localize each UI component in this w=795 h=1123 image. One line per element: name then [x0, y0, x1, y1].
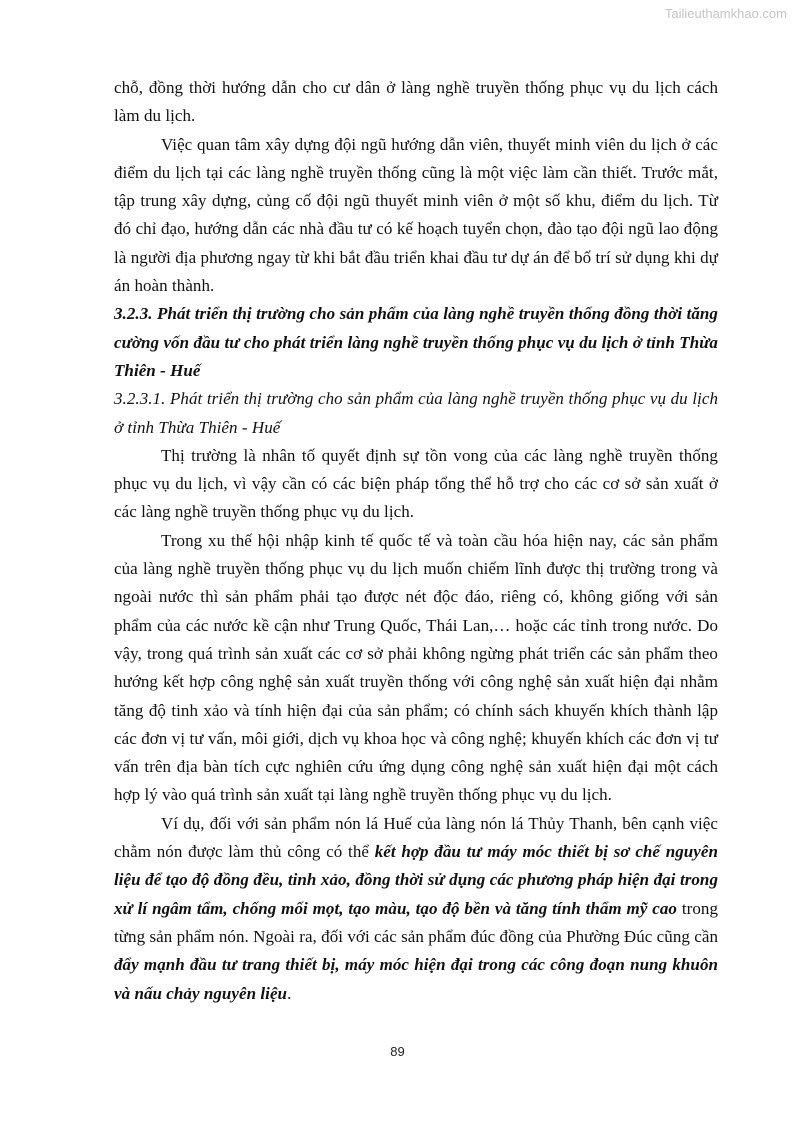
watermark: Tailieuthamkhao.com	[664, 6, 787, 21]
paragraph-continuation: chỗ, đồng thời hướng dẫn cho cư dân ở làng nghề truyền thống phục vụ du lịch cách làm du lịch.	[114, 78, 718, 126]
page-body	[114, 74, 718, 1008]
example-emphasis-1: kết hợp đầu tư máy móc thiết bị sơ chế nguyên liệu để tạo độ đồng đều, tinh xảo, đồng thời sử dụng các phương pháp hiện đại trong xử lí ngâm tẩm, chống mối mọt, tạo màu, tạo độ bền và tăng tính thẩm mỹ cao	[114, 842, 718, 918]
section-heading-3-2-3: 3.2.3. Phát triển thị trường cho sản phẩm của làng nghề truyền thống đồng thời tăng cường vốn đầu tư cho phát triển làng nghề truyền thống phục vụ du lịch ở tỉnh Thừa Thiên - Huế	[114, 304, 718, 380]
example-emphasis-2: đẩy mạnh đầu tư trang thiết bị, máy móc hiện đại trong các công đoạn nung khuôn và nấu chảy nguyên liệu	[114, 955, 718, 1003]
paragraph-integration: Trong xu thế hội nhập kinh tế quốc tế và toàn cầu hóa hiện nay, các sản phẩm của làng nghề truyền thống phục vụ du lịch muốn chiếm lĩnh được thị trường trong và ngoài nước thì sản phẩm phải tạo được nét độc đáo, riêng có, không giống với sản phẩm của các nước kề cận như Trung Quốc, Thái Lan,… hoặc các tỉnh trong nước. Do vậy, trong quá trình sản xuất các cơ sở phải không ngừng phát triển các sản phẩm theo hướng kết hợp công nghệ sản xuất truyền thống với công nghệ sản xuất hiện đại nhằm tăng độ tinh xảo và tính hiện đại của sản phẩm; có chính sách khuyến khích thành lập các đơn vị tư vấn, môi giới, dịch vụ khoa học và công nghệ; khuyến khích các đơn vị tư vấn trên địa bàn tích cực nghiên cứu ứng dụng công nghệ sản xuất hiện đại một cách hợp lý vào quá trình sản xuất tại làng nghề truyền thống phục vụ du lịch.	[114, 530, 718, 805]
example-text-1: Ví dụ, đối với sản phẩm nón lá Huế của làng nón lá Thủy Thanh, bên cạnh việc chằm nón được làm thủ công có thể	[114, 813, 718, 862]
example-text-end: .	[287, 983, 292, 1003]
paragraph-tour-guides: Việc quan tâm xây dựng đội ngũ hướng dẫn viên, thuyết minh viên du lịch ở các điểm du lịch tại các làng nghề truyền thống cũng là một việc làm cần thiết. Trước mắt, tập trung xây dựng, củng cố đội ngũ thuyết minh viên ở một số khu, điểm du lịch. Từ đó chỉ đạo, hướng dẫn các nhà đầu tư có kế hoạch tuyển chọn, đào tạo đội ngũ lao động là người địa phương ngay từ khi bắt đầu triển khai đầu tư dự án để bố trí sử dụng khi dự án hoàn thành.	[114, 134, 718, 296]
paragraph-market: Thị trường là nhân tố quyết định sự tồn vong của các làng nghề truyền thống phục vụ du lịch, vì vậy cần có các biện pháp tổng thể hỗ trợ cho các cơ sở sản xuất ở các làng nghề truyền thống phục vụ du lịch.	[114, 445, 718, 522]
subsection-heading-3-2-3-1: 3.2.3.1. Phát triển thị trường cho sản phẩm của làng nghề truyền thống phục vụ du lịch ở tỉnh Thừa Thiên - Huế	[114, 389, 718, 437]
example-text-2: trong từng sản phẩm nón. Ngoài ra, đối với các sản phẩm đúc đồng của Phường Đúc cũng cần	[114, 898, 718, 946]
paragraph-example	[114, 810, 718, 1008]
page-number: 89	[390, 1044, 405, 1059]
